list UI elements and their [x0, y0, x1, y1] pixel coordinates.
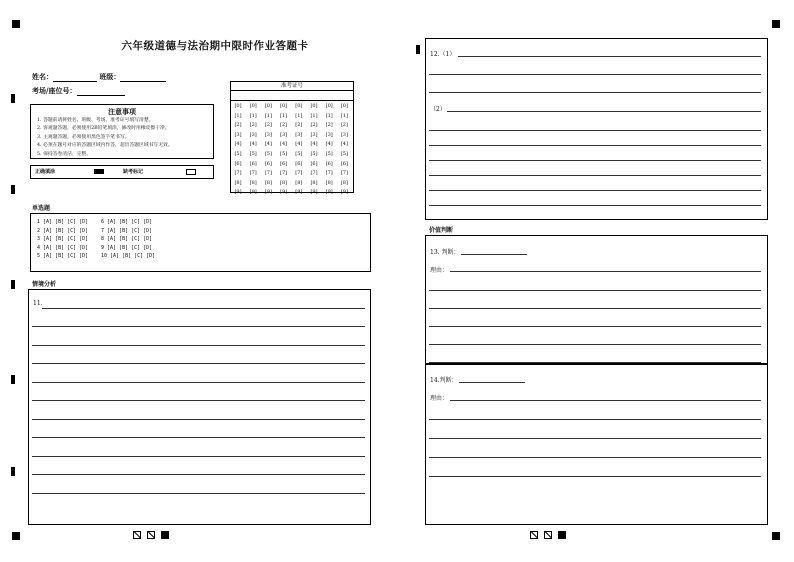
exam-digit-bubble[interactable]: [5] [249, 150, 257, 157]
exam-digit-bubble[interactable]: [9] [264, 189, 272, 196]
registration-mark [772, 532, 780, 540]
mcq-col-right [101, 218, 155, 261]
notes-line: 5. 保持答卷清洁、完整。 [37, 151, 92, 157]
exam-digit-bubble[interactable]: [0] [249, 103, 257, 109]
answer-line [429, 344, 761, 345]
q12-answer-box[interactable] [425, 38, 768, 220]
page-marker-slash [133, 531, 141, 539]
notes-line: 3. 主观题答题，必须使用黑色签字笔书写。 [37, 134, 130, 140]
answer-line [450, 271, 761, 272]
answer-line [458, 56, 761, 57]
seat-label: 考场/座位号： [32, 86, 77, 95]
judgment-line [459, 382, 525, 383]
section-value-title: 价值判断 [429, 227, 454, 234]
answer-line [429, 476, 761, 477]
page-marker-slash [544, 531, 552, 539]
exam-digit-bubble[interactable]: [7] [340, 170, 348, 177]
exam-digit-bubble[interactable]: [8] [325, 179, 333, 186]
answer-line [429, 438, 761, 439]
exam-number-write-row[interactable] [231, 91, 353, 101]
exam-digit-bubble[interactable]: [6] [264, 160, 272, 167]
exam-digit-bubble[interactable]: [5] [295, 150, 303, 157]
name-input[interactable] [53, 73, 97, 82]
answer-line [429, 419, 761, 420]
position-tick [11, 467, 15, 476]
exam-digit-bubble[interactable]: [2] [234, 122, 242, 129]
exam-digit-bubble[interactable]: [8] [249, 179, 257, 186]
exam-number-column [246, 102, 260, 198]
answer-line [32, 345, 365, 346]
answer-line [429, 175, 761, 176]
exam-digit-bubble[interactable]: [5] [280, 150, 288, 157]
registration-mark [772, 20, 780, 28]
exam-digit-bubble[interactable]: [1] [280, 112, 288, 119]
mcq-row[interactable]: 5 [A] [B] [C] [D] [37, 253, 89, 260]
exam-digit-bubble[interactable]: [3] [310, 131, 318, 138]
exam-number-column [307, 102, 321, 198]
q12-part2-label: （2） [430, 106, 446, 113]
exam-digit-bubble[interactable]: [0] [264, 103, 272, 109]
exam-digit-bubble[interactable]: [4] [340, 141, 348, 148]
mcq-row[interactable]: 7 [A] [B] [C] [D] [101, 227, 153, 234]
exam-digit-bubble[interactable]: [1] [249, 112, 257, 119]
answer-line [32, 456, 365, 457]
exam-digit-bubble[interactable]: [7] [234, 170, 242, 177]
class-label: 班级： [99, 72, 121, 81]
page-marker-filled [558, 531, 566, 539]
exam-digit-bubble[interactable]: [3] [264, 131, 272, 138]
q11-answer-box[interactable] [28, 289, 371, 525]
exam-digit-bubble[interactable]: [6] [234, 160, 242, 167]
q13-reason-label: 理由： [430, 267, 449, 274]
exam-digit-bubble[interactable]: [9] [249, 189, 257, 196]
exam-digit-bubble[interactable]: [7] [295, 170, 303, 177]
exam-digit-bubble[interactable]: [0] [295, 103, 303, 109]
exam-digit-bubble[interactable]: [7] [280, 170, 288, 177]
answer-line [32, 326, 365, 327]
section-situation-title: 情境分析 [32, 281, 57, 288]
exam-digit-bubble[interactable]: [9] [280, 189, 288, 196]
exam-digit-bubble[interactable]: [4] [234, 141, 242, 148]
answer-line [429, 205, 761, 206]
exam-digit-bubble[interactable]: [9] [325, 189, 333, 196]
q13-judgment-label: 13. 判断： [430, 249, 460, 256]
exam-digit-bubble[interactable]: [8] [280, 179, 288, 186]
exam-digit-bubble[interactable]: [1] [310, 112, 318, 119]
mcq-box [30, 213, 371, 272]
exam-digit-bubble[interactable]: [4] [249, 141, 257, 148]
exam-digit-bubble[interactable]: [2] [280, 122, 288, 129]
exam-number-column [277, 102, 291, 198]
page-marker-slash [530, 531, 538, 539]
position-tick [11, 375, 15, 384]
exam-digit-bubble[interactable]: [5] [325, 150, 333, 157]
page-title: 六年级道德与法治期中限时作业答题卡 [121, 40, 309, 52]
answer-line [429, 290, 761, 291]
exam-digit-bubble[interactable]: [3] [249, 131, 257, 138]
exam-digit-bubble[interactable]: [0] [325, 103, 333, 109]
exam-digit-bubble[interactable]: [7] [310, 170, 318, 177]
page-marker-filled [161, 531, 169, 539]
answer-line [429, 160, 761, 161]
mcq-row[interactable]: 1 [A] [B] [C] [D] [37, 219, 89, 225]
exam-number-column [231, 102, 245, 198]
exam-digit-bubble[interactable]: [3] [280, 131, 288, 138]
answer-line [32, 382, 365, 383]
section-mcq-title: 单选题 [32, 205, 51, 212]
answer-line [32, 474, 365, 475]
answer-line [42, 308, 365, 309]
mcq-row[interactable]: 6 [A] [B] [C] [D] [101, 219, 153, 225]
exam-digit-bubble[interactable]: [5] [310, 150, 318, 157]
answer-line [429, 308, 761, 309]
exam-digit-bubble[interactable]: [4] [310, 141, 318, 148]
q11-label: 11. [33, 300, 43, 307]
answer-line [32, 363, 365, 364]
absent-mark-label: 缺考标记 [123, 169, 144, 175]
q14-judgment-label: 14.判断： [430, 377, 458, 384]
exam-number-column [292, 102, 306, 198]
q12-part1-label: 12.（1） [430, 51, 456, 58]
exam-digit-bubble[interactable]: [7] [264, 170, 272, 177]
name-label: 姓名： [32, 72, 53, 81]
exam-digit-bubble[interactable]: [3] [340, 131, 348, 138]
answer-line [32, 493, 365, 494]
exam-digit-bubble[interactable]: [1] [234, 112, 242, 119]
judgment-line [461, 254, 527, 255]
mcq-row[interactable]: 10 [A] [B] [C] [D] [101, 253, 156, 260]
answer-line [429, 145, 761, 146]
answer-line [447, 111, 761, 112]
notes-line: 1. 答题前请将姓名、班级、考场、准考证号填写清楚。 [37, 118, 154, 123]
answer-line [32, 419, 365, 420]
answer-line [429, 130, 761, 131]
exam-digit-bubble[interactable]: [6] [310, 160, 318, 167]
exam-digit-bubble[interactable]: [1] [325, 112, 333, 119]
answer-line [32, 437, 365, 438]
seat-row [32, 86, 125, 96]
answer-line [429, 326, 761, 327]
notes-line: 2. 客观题答题，必须使用2B铅笔填涂，修改时用橡皮擦干净。 [37, 126, 170, 132]
exam-digit-bubble[interactable]: [2] [310, 122, 318, 129]
position-tick [416, 45, 420, 54]
seat-input[interactable] [77, 87, 125, 96]
exam-number-column [261, 102, 275, 198]
exam-number-header: 准考证号 [231, 82, 353, 91]
exam-digit-bubble[interactable]: [0] [310, 103, 318, 109]
mcq-row[interactable]: 8 [A] [B] [C] [D] [101, 236, 153, 243]
exam-digit-bubble[interactable]: [1] [340, 112, 348, 119]
q14-reason-label: 理由： [430, 395, 449, 402]
exam-digit-bubble[interactable]: [8] [264, 179, 272, 186]
notes-box [30, 104, 214, 159]
exam-digit-bubble[interactable]: [0] [234, 103, 242, 109]
fill-legend-box [30, 165, 214, 179]
exam-digit-bubble[interactable]: [4] [280, 141, 288, 148]
mcq-row[interactable]: 3 [A] [B] [C] [D] [37, 236, 89, 243]
exam-digit-bubble[interactable]: [9] [234, 189, 242, 196]
exam-digit-bubble[interactable]: [0] [280, 103, 288, 109]
answer-line [32, 400, 365, 401]
name-class-row [32, 72, 166, 82]
exam-digit-bubble[interactable]: [9] [340, 189, 348, 196]
exam-digit-bubble[interactable]: [8] [295, 179, 303, 186]
mcq-row[interactable]: 4 [A] [B] [C] [D] [37, 244, 89, 251]
registration-mark [12, 532, 20, 540]
exam-digit-bubble[interactable]: [2] [249, 122, 257, 129]
exam-digit-bubble[interactable]: [3] [325, 131, 333, 138]
exam-digit-bubble[interactable]: [5] [340, 150, 348, 157]
correct-fill-label: 正确填涂 [35, 169, 56, 175]
answer-line [450, 400, 761, 401]
exam-digit-bubble[interactable]: [2] [295, 122, 303, 129]
exam-digit-bubble[interactable]: [1] [264, 112, 272, 119]
notes-heading: 注意事项 [108, 107, 136, 116]
mcq-row[interactable]: 2 [A] [B] [C] [D] [37, 227, 89, 234]
answer-line [429, 92, 761, 93]
exam-digit-bubble[interactable]: [9] [295, 189, 303, 196]
q14-answer-box[interactable] [425, 363, 768, 525]
exam-digit-bubble[interactable]: [9] [310, 189, 318, 196]
exam-digit-bubble[interactable]: [5] [264, 150, 272, 157]
exam-number-column [322, 102, 336, 198]
position-tick [11, 94, 15, 103]
exam-digit-bubble[interactable]: [0] [340, 103, 348, 109]
answer-line [429, 457, 761, 458]
notes-line: 4. 必须在题号对应的答题区域内作答，超出答题区域书写无效。 [37, 143, 173, 149]
exam-digit-bubble[interactable]: [4] [264, 141, 272, 148]
exam-digit-bubble[interactable]: [8] [310, 179, 318, 186]
class-input[interactable] [120, 73, 166, 82]
exam-digit-bubble[interactable]: [2] [325, 122, 333, 129]
exam-number-column [337, 102, 351, 198]
answer-line [429, 190, 761, 191]
exam-digit-bubble[interactable]: [5] [234, 150, 242, 157]
mcq-col-left [37, 218, 88, 261]
exam-digit-bubble[interactable]: [4] [295, 141, 303, 148]
exam-digit-bubble[interactable]: [2] [340, 122, 348, 129]
exam-digit-bubble[interactable]: [8] [234, 179, 242, 186]
answer-line [429, 362, 761, 363]
registration-mark [12, 20, 20, 28]
exam-digit-bubble[interactable]: [3] [234, 131, 242, 138]
mcq-row[interactable]: 9 [A] [B] [C] [D] [101, 244, 153, 251]
exam-digit-bubble[interactable]: [3] [295, 131, 303, 138]
correct-fill-sample [94, 169, 104, 174]
page-marker-slash [147, 531, 155, 539]
exam-digit-bubble[interactable]: [7] [325, 170, 333, 177]
position-tick [11, 280, 15, 289]
exam-digit-bubble[interactable]: [1] [295, 112, 303, 119]
exam-digit-bubble[interactable]: [8] [340, 179, 348, 186]
position-tick [11, 185, 15, 194]
exam-digit-bubble[interactable]: [6] [249, 160, 257, 167]
exam-digit-bubble[interactable]: [6] [325, 160, 333, 167]
exam-digit-bubble[interactable]: [2] [264, 122, 272, 129]
exam-digit-bubble[interactable]: [7] [249, 170, 257, 177]
exam-digit-bubble[interactable]: [6] [280, 160, 288, 167]
exam-digit-bubble[interactable]: [6] [295, 160, 303, 167]
answer-line [429, 74, 761, 75]
absent-mark-checkbox[interactable] [186, 169, 196, 175]
exam-digit-bubble[interactable]: [4] [325, 141, 333, 148]
exam-digit-bubble[interactable]: [6] [340, 160, 348, 167]
